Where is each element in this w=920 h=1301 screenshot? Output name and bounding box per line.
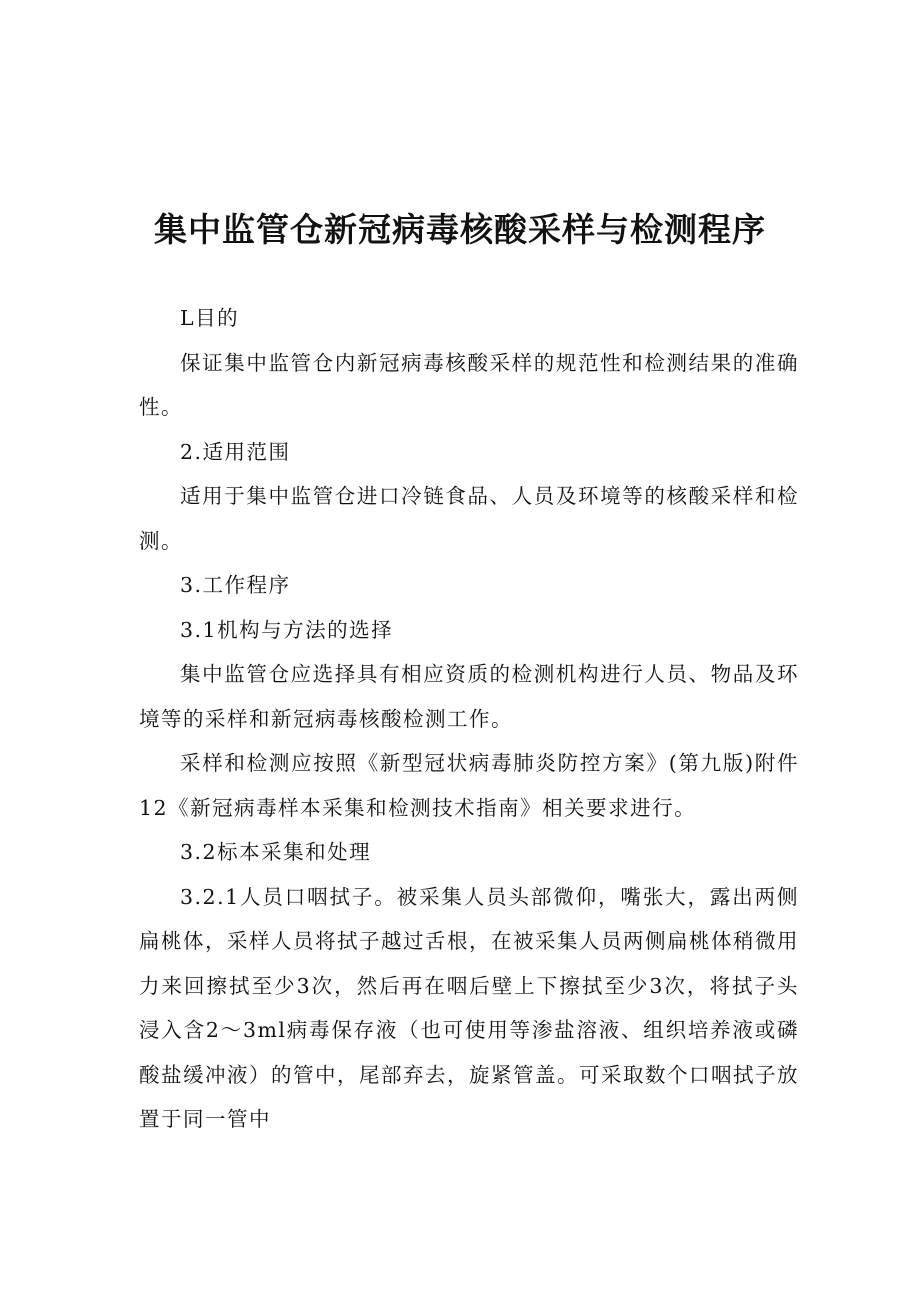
section-heading-procedure: 3.工作程序 <box>180 573 291 597</box>
paragraph-institution-selection: 集中监管仓应选择具有相应资质的检测机构进行人员、物品及环境等的采样和新冠病毒核酸检测工作。 <box>139 662 799 731</box>
paragraph-purpose: 保证集中监管仓内新冠病毒核酸采样的规范性和检测结果的准确性。 <box>139 350 799 419</box>
document-title: 集中监管仓新冠病毒核酸采样与检测程序 <box>154 210 766 249</box>
paragraph-testing-requirements: 采样和检测应按照《新型冠状病毒肺炎防控方案》(第九版)附件12《新冠病毒样本采集和检测技术指南》相关要求进行。 <box>139 751 799 820</box>
paragraph-scope: 适用于集中监管仓进口冷链食品、人员及环境等的核酸采样和检测。 <box>139 484 799 553</box>
section-heading-purpose: L目的 <box>180 306 240 330</box>
subsection-heading-3-1: 3.1机构与方法的选择 <box>180 617 394 642</box>
section-heading-scope: 2.适用范围 <box>180 439 291 464</box>
paragraph-throat-swab: 3.2.1人员口咽拭子。被采集人员头部微仰，嘴张大，露出两侧扁桃体，采样人员将拭子越过舌根，在被采集人员两侧扁桃体稍微用力来回擦拭至少3次，然后再在咽后壁上下擦拭至少3次，将拭子头浸入含2〜3ml病毒保存液（也可使用等渗盐溶液、组织培养液或磷酸盐缓冲液）的管中，尾部弃去，旋紧管盖。可采取数个口咽拭子放置于同一管中 <box>139 884 799 1131</box>
document-body <box>139 296 799 1142</box>
subsection-heading-3-2: 3.2标本采集和处理 <box>180 840 372 864</box>
